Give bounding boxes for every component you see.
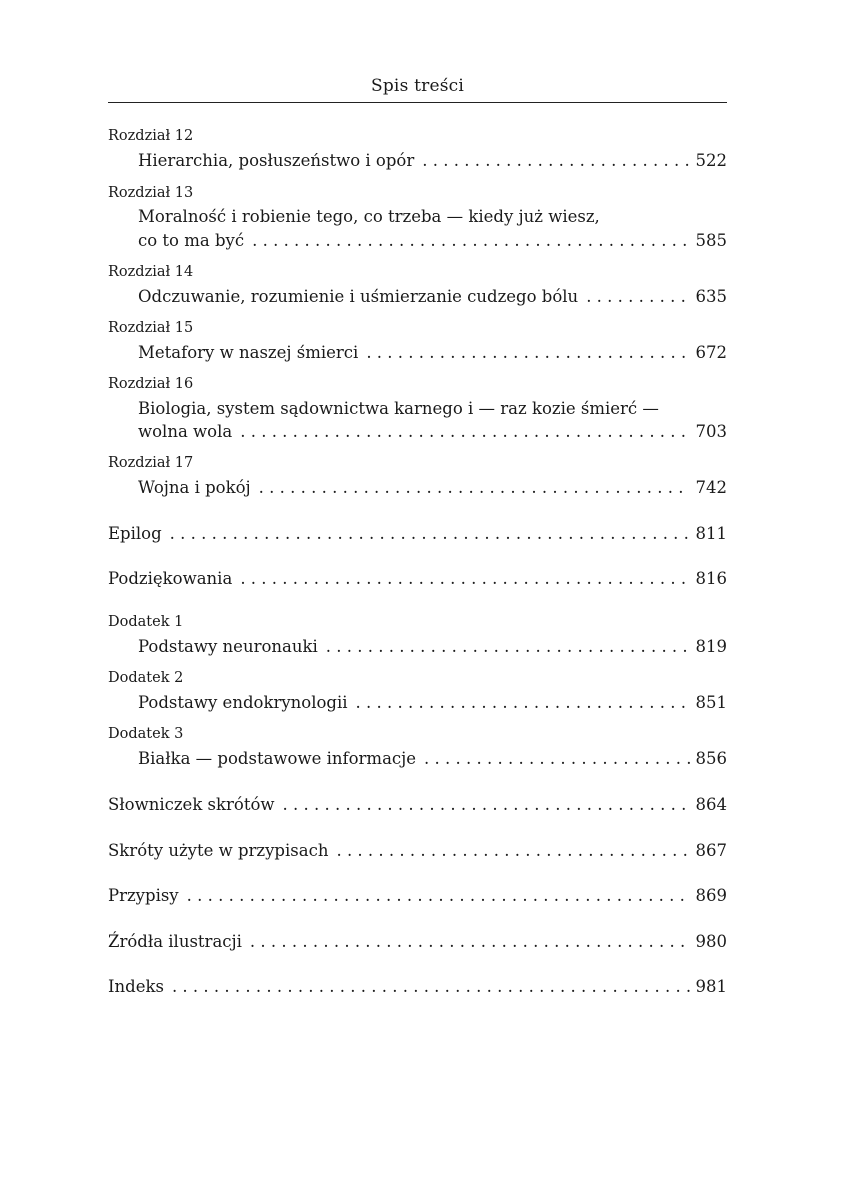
dot-leader — [586, 287, 689, 306]
page-number: 819 — [695, 637, 727, 656]
toc-entry-epilog[interactable] — [108, 524, 727, 543]
dot-leader — [336, 841, 689, 860]
dot-leader — [366, 343, 689, 362]
toc-line[interactable] — [138, 422, 727, 441]
section-title: Podziękowania — [108, 569, 233, 588]
page-number: 816 — [695, 569, 727, 588]
dot-leader — [356, 693, 690, 712]
chapter-label: Rozdział 12 — [108, 128, 194, 144]
dot-leader — [283, 795, 690, 814]
appendix-label: Dodatek 1 — [108, 614, 184, 630]
chapter-label: Rozdział 14 — [108, 264, 194, 280]
toc-entry-index[interactable] — [108, 977, 727, 996]
dot-leader — [250, 932, 690, 951]
toc-entry-illustration-sources[interactable] — [108, 932, 727, 951]
chapter-title: Wojna i pokój — [138, 478, 251, 497]
page-number: 856 — [695, 749, 727, 768]
chapter-title: Hierarchia, posłuszeństwo i opór — [138, 151, 415, 170]
section-title: Źródła ilustracji — [108, 932, 242, 951]
page-number: 869 — [695, 886, 727, 905]
page-number: 864 — [695, 795, 727, 814]
chapter-label: Rozdział 17 — [108, 455, 194, 471]
appendix-title: Podstawy endokrynologii — [138, 693, 348, 712]
chapter-label: Rozdział 13 — [108, 185, 194, 201]
page-number: 981 — [695, 977, 727, 996]
chapter-title: Odczuwanie, rozumienie i uśmierzanie cudzego bólu — [138, 287, 579, 306]
chapter-title-line-2: wolna wola — [138, 422, 233, 441]
toc-line[interactable] — [138, 343, 727, 362]
toc-line[interactable] — [138, 478, 727, 497]
dot-leader — [240, 569, 689, 588]
dot-leader — [240, 422, 689, 441]
dot-leader — [187, 886, 690, 905]
toc-entry-abbreviations[interactable] — [108, 795, 727, 814]
toc-entry-footnote-abbreviations[interactable] — [108, 841, 727, 860]
page-number: 980 — [695, 932, 727, 951]
page-number: 811 — [695, 524, 727, 543]
running-head: Spis treści — [371, 76, 464, 96]
toc-line[interactable] — [138, 151, 727, 170]
dot-leader — [259, 478, 690, 497]
toc-entry-footnotes[interactable] — [108, 886, 727, 905]
section-title: Indeks — [108, 977, 164, 996]
toc-line[interactable] — [138, 287, 727, 306]
chapter-title: Metafory w naszej śmierci — [138, 343, 359, 362]
toc-entry-acknowledgements[interactable] — [108, 569, 727, 588]
chapter-label: Rozdział 15 — [108, 320, 194, 336]
chapter-title-line-2: co to ma być — [138, 231, 245, 250]
toc-line[interactable] — [138, 231, 727, 250]
page-number: 703 — [695, 422, 727, 441]
toc-line[interactable] — [138, 749, 727, 768]
section-title: Przypisy — [108, 886, 179, 905]
section-title: Słowniczek skrótów — [108, 795, 275, 814]
page-number: 635 — [695, 287, 727, 306]
chapter-label: Rozdział 16 — [108, 376, 194, 392]
section-title: Epilog — [108, 524, 162, 543]
dot-leader — [170, 524, 690, 543]
appendix-label: Dodatek 3 — [108, 726, 184, 742]
page-number: 585 — [695, 231, 727, 250]
section-title: Skróty użyte w przypisach — [108, 841, 329, 860]
chapter-title-line-1: Moralność i robienie tego, co trzeba — kiedy już wiesz, — [138, 207, 600, 226]
appendix-title: Podstawy neuronauki — [138, 637, 318, 656]
dot-leader — [252, 231, 689, 250]
dot-leader — [424, 749, 689, 768]
dot-leader — [326, 637, 690, 656]
chapter-title-line-1: Biologia, system sądownictwa karnego i — raz kozie śmierć — — [138, 399, 659, 418]
toc-line[interactable] — [138, 693, 727, 712]
page-number: 867 — [695, 841, 727, 860]
page-number: 742 — [695, 478, 727, 497]
header-rule — [108, 102, 727, 103]
page-number: 851 — [695, 693, 727, 712]
toc-line[interactable] — [138, 637, 727, 656]
page-number: 522 — [695, 151, 727, 170]
page-number: 672 — [695, 343, 727, 362]
appendix-title: Białka — podstawowe informacje — [138, 749, 417, 768]
dot-leader — [172, 977, 690, 996]
dot-leader — [422, 151, 689, 170]
appendix-label: Dodatek 2 — [108, 670, 184, 686]
